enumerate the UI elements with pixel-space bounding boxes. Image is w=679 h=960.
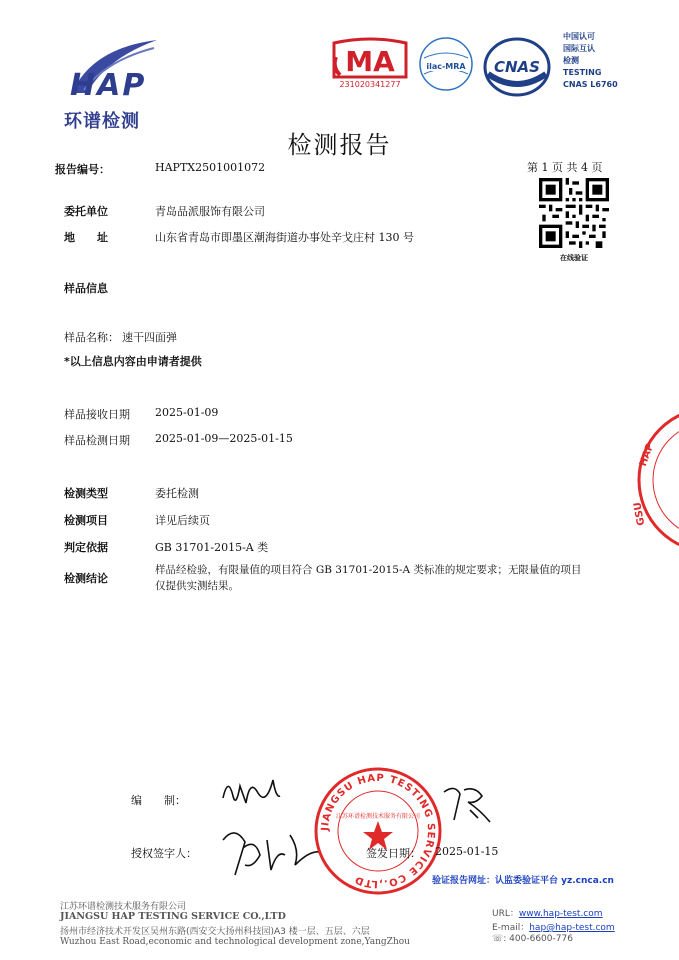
cnas-side-text: 中国认可 国际互认 检测 TESTING CNAS L6760 — [563, 32, 618, 89]
issue-date-label: 签发日期： — [366, 847, 421, 860]
cnas-logo — [482, 34, 552, 100]
client-value: 青岛品派服饰有限公司 — [155, 205, 265, 218]
sample-name: 速干四面弹 — [122, 331, 177, 344]
footer-company-cn: 江苏环谱检测技术服务有限公司 — [60, 902, 187, 912]
qr-code[interactable] — [539, 178, 609, 248]
footer-url: URL：www.hap-test.com — [492, 909, 603, 919]
footer-company-en: JIANGSU HAP TESTING SERVICE CO.,LTD — [60, 911, 286, 922]
received-date-label: 样品接收日期 — [64, 408, 130, 421]
report-number-label: 报告编号： — [55, 163, 110, 176]
conclusion-line-2: 仅提供实测结果。 — [155, 580, 239, 592]
reviewer-signature — [440, 780, 495, 825]
phone-icon: ☏ — [492, 934, 504, 944]
edge-seal-fragment — [632, 405, 679, 555]
client-label: 委托单位 — [64, 205, 108, 218]
footer-email: E-mail：hap@hap-test.com — [492, 923, 615, 933]
verify-link[interactable]: 验证报告网址：认监委验证平台 yz.cnca.cn — [432, 876, 614, 886]
test-date-label: 样品检测日期 — [64, 434, 130, 447]
hap-logo-cn: 环谱检测 — [64, 111, 140, 132]
compile-label: 编 制： — [131, 794, 186, 807]
svg-text:GSU: GSU — [632, 501, 648, 527]
cma-number: 231020341277 — [339, 80, 401, 89]
svg-text:JIANGSU HAP TESTING SERVICE CO: JIANGSU HAP TESTING SERVICE CO.,LTD — [319, 772, 437, 890]
test-items: 详见后续页 — [155, 514, 210, 527]
document-title: 检测报告 — [287, 131, 392, 159]
conclusion-label: 检测结论 — [64, 572, 108, 585]
qr-label: 在线验证 — [560, 254, 588, 262]
issue-date: 2025-01-15 — [435, 845, 499, 858]
cnas-text: CNAS — [494, 58, 540, 76]
url-link[interactable]: www.hap-test.com — [518, 909, 603, 919]
sample-section-heading: 样品信息 — [64, 282, 108, 295]
hap-logo-text: HAP — [70, 68, 147, 103]
test-type: 委托检测 — [155, 487, 199, 500]
ilac-text: ilac-MRA — [426, 62, 466, 71]
svg-text:江苏环谱检测技术服务有限公司: 江苏环谱检测技术服务有限公司 — [335, 813, 421, 820]
compiler-signature — [218, 768, 283, 813]
basis-label: 判定依据 — [64, 541, 108, 554]
footer-address-en: Wuzhou East Road,economic and technological development zone,YangZhou — [60, 937, 410, 947]
conclusion-line-1: 样品经检验，有限量值的项目符合 GB 31701-2015-A 类标准的规定要求；无限量值的项目 — [155, 564, 582, 576]
report-number: HAPTX2501001072 — [155, 161, 266, 174]
address-label: 地 址 — [64, 231, 108, 244]
authorized-signature — [215, 820, 325, 885]
footer-phone: ☏: 400-6600-776 — [492, 934, 573, 944]
basis-value: GB 31701-2015-A 类 — [155, 541, 269, 554]
email-link[interactable]: hap@hap-test.com — [529, 923, 615, 933]
authorized-signer-label: 授权签字人： — [131, 847, 197, 860]
received-date: 2025-01-09 — [155, 406, 219, 419]
cma-logo — [328, 37, 412, 99]
footer-address-cn: 扬州市经济技术开发区吴州东路(西安交大扬州科技园)A3 楼一层、五层、六层 — [60, 927, 370, 937]
test-type-label: 检测类型 — [64, 487, 108, 500]
page-info: 第 1 页 共 4 页 — [527, 161, 603, 174]
official-seal — [313, 766, 443, 896]
address-value: 山东省青岛市即墨区潮海街道办事处辛戈庄村 130 号 — [155, 231, 414, 244]
svg-text:MA: MA — [345, 45, 395, 78]
ilac-mra-logo — [418, 36, 474, 92]
sample-name-label: 样品名称： — [64, 331, 119, 344]
sample-note: *以上信息内容由申请者提供 — [64, 355, 202, 368]
svg-text:HAP: HAP — [637, 442, 657, 468]
test-items-label: 检测项目 — [64, 514, 108, 527]
test-date: 2025-01-09—2025-01-15 — [155, 432, 293, 445]
